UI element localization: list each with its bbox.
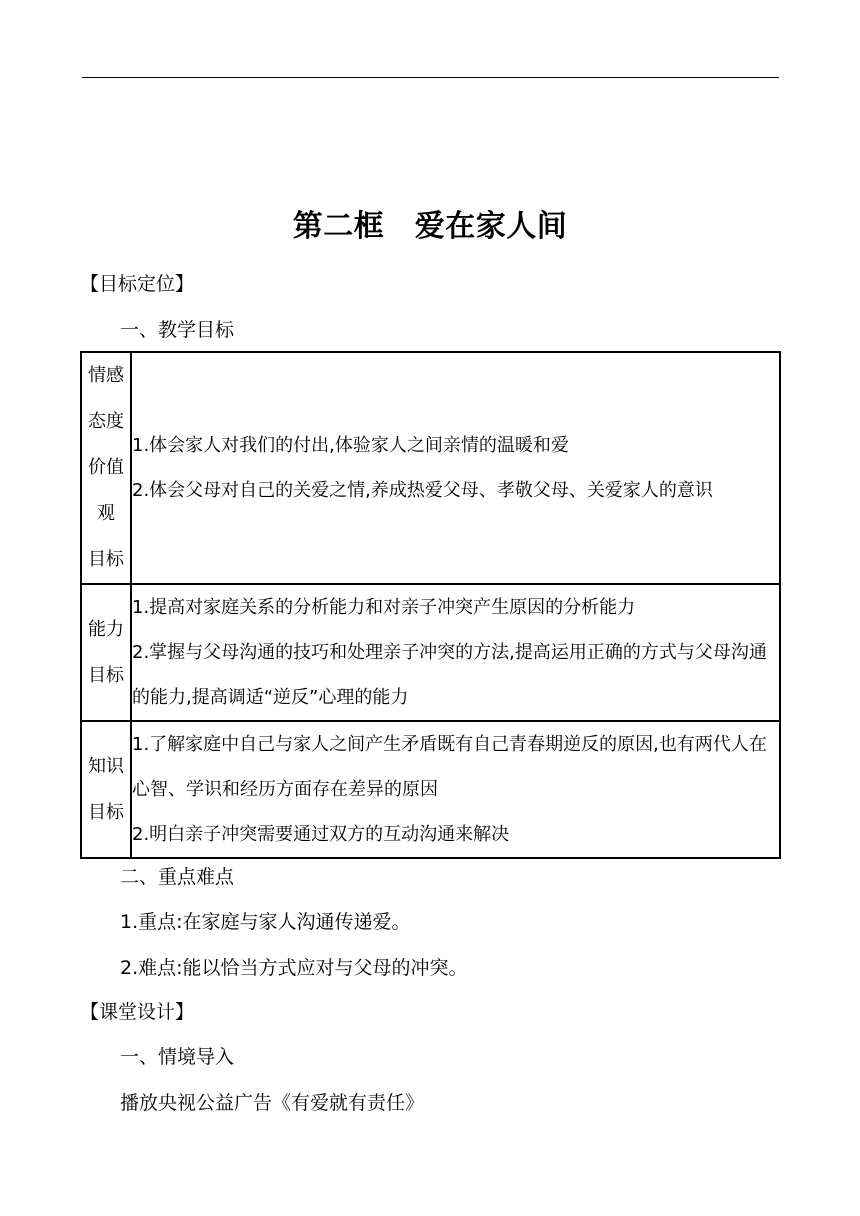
table-row: [81, 584, 780, 721]
table-row: [81, 721, 780, 858]
category-label: 态度: [88, 411, 124, 432]
goal-item: 1.体会家人对我们的付出,体验家人之间亲情的温暖和爱: [132, 435, 569, 456]
table-row: [81, 352, 780, 584]
category-cell: [81, 352, 131, 584]
category-label: 目标: [88, 549, 124, 570]
header-rule: [82, 77, 779, 78]
section-target-heading: 【目标定位】: [80, 273, 195, 295]
intro-heading: 一、情境导入: [120, 1046, 235, 1068]
goal-item: 2.掌握与父母沟通的技巧和处理亲子冲突的方法,提高运用正确的方式与父母沟通的能力,提高调适“逆反”心理的能力: [132, 642, 767, 708]
goals-cell: [131, 584, 780, 721]
goals-cell: [131, 721, 780, 858]
goal-item: 2.明白亲子冲突需要通过双方的互动沟通来解决: [132, 824, 510, 845]
section-design-heading: 【课堂设计】: [80, 1001, 195, 1023]
category-label: 目标: [88, 664, 124, 686]
goal-item: 2.体会父母对自己的关爱之情,养成热爱父母、孝敬父母、关爱家人的意识: [132, 480, 713, 501]
category-cell: [81, 584, 131, 721]
category-label: 情感: [88, 365, 124, 386]
goals-table: [80, 351, 781, 859]
teaching-goals-heading: 一、教学目标: [120, 319, 235, 341]
page-title: 第二框 爱在家人间: [292, 209, 568, 244]
category-label: 知识: [88, 755, 124, 777]
goals-cell: [131, 352, 780, 584]
goal-item: 1.了解家庭中自己与家人之间产生矛盾既有自己青春期逆反的原因,也有两代人在心智、学识和经历方面存在差异的原因: [132, 734, 767, 800]
key-points-heading: 二、重点难点: [120, 866, 235, 888]
difficult-point-text: 2.难点:能以恰当方式应对与父母的冲突。: [120, 957, 468, 979]
goal-item: 1.提高对家庭关系的分析能力和对亲子冲突产生原因的分析能力: [132, 597, 636, 618]
intro-text: 播放央视公益广告《有爱就有责任》: [120, 1092, 425, 1114]
category-label: 观: [97, 503, 115, 524]
category-label: 价值: [88, 457, 124, 478]
category-label: 能力: [88, 618, 124, 640]
category-cell: [81, 721, 131, 858]
key-point-text: 1.重点:在家庭与家人沟通传递爱。: [120, 911, 411, 933]
category-label: 目标: [88, 801, 124, 823]
